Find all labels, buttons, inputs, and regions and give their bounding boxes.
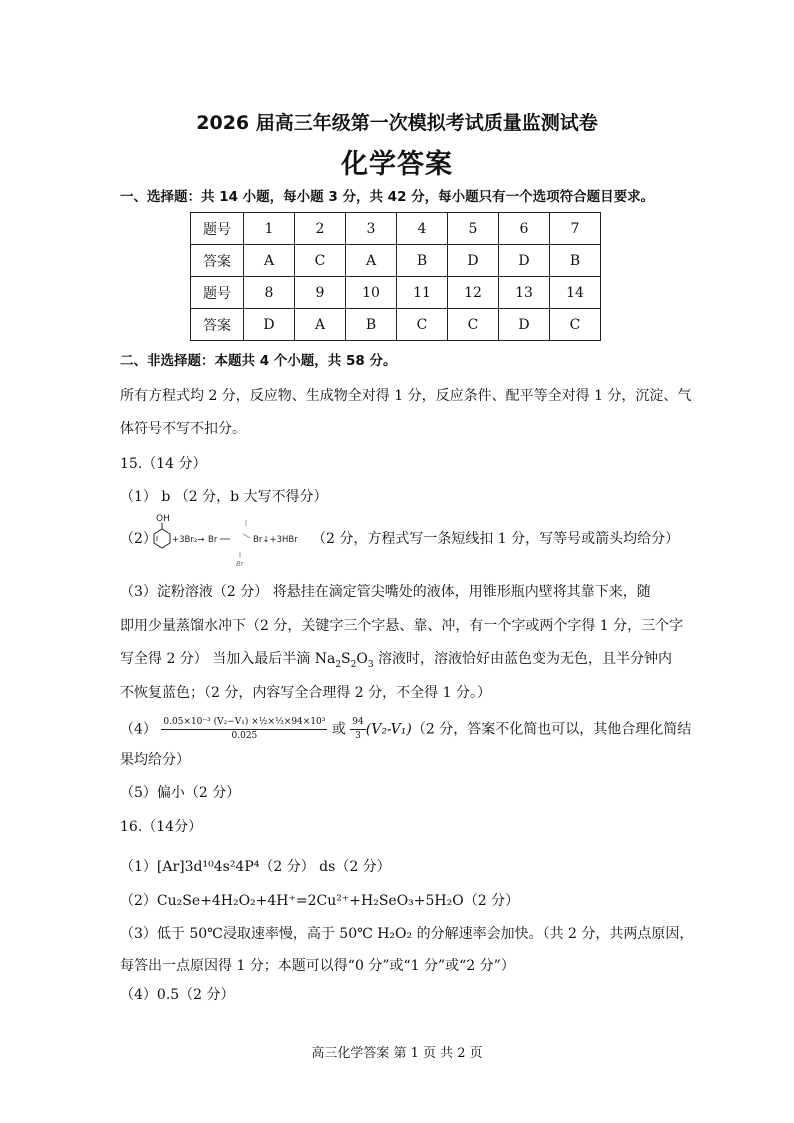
page-subtitle: 化学答案 [341,149,453,180]
page-title: 2026 届高三年级第一次模拟考试质量监测试卷 [196,112,598,134]
table-cell: B [397,245,448,277]
q16-part-2: （2）Cu₂Se+4H₂O₂+4H⁺=2Cu²⁺+H₂SeO₃+5H₂O（2 分） [120,893,520,909]
page-footer: 高三化学答案 第 1 页 共 2 页 [311,1046,483,1061]
q16-part-4: （4）0.5（2 分） [120,987,235,1003]
bromine-left-label: Br [208,535,218,545]
phenol-bromination-equation [148,508,308,568]
table-row [191,245,601,277]
q15-part-4-note: （2 分，答案不化简也可以，其他合理化简结 [411,721,692,738]
q15-part-4-line: 果均给分） [120,752,190,768]
q15-part-3-line: 写全得 2 分） 当加入最后半滴 $Na_2S_2O_3$ 溶液时，溶液恰好由蓝色变为无色，且半分钟内 [120,651,673,670]
section2-heading: 二、非选择题：本题共 4 个小题，共 58 分。 [120,353,397,369]
fraction-denominator: 0.025 [231,731,258,741]
table-row [191,213,601,245]
table-cell: 答案 [191,245,244,277]
table-row [191,277,601,309]
simplified-fraction [350,717,365,742]
table-cell: C [295,245,346,277]
table-cell: 题号 [191,213,244,245]
question-16-title: 16.（14分） [120,819,203,835]
fraction-numerator: 0.05×10⁻³ (V₂−V₁) ×½×⅓×94×10³ [161,717,327,730]
table-cell: C [448,309,499,341]
volume-difference: (V₂-V₁) [365,721,412,738]
table-cell: B [550,245,601,277]
table-cell: A [244,245,295,277]
q15-part-5: （5）偏小（2 分） [120,785,241,801]
table-cell: D [499,309,550,341]
table-cell: A [295,309,346,341]
section2-note-line: 所有方程式均 2 分，反应物、生成物全对得 1 分，反应条件、配平等全对得 1 分，沉淀、气 [120,388,692,404]
q16-part-3-line: （3）低于 50℃浸取速率慢，高于 50℃ H₂O₂ 的分解速率会加快。（共 2 分，共两点原因， [120,926,694,942]
q16-part-3-line: 每答出一点原因得 1 分；本题可以得“0 分”或“1 分”或“2 分”） [120,958,515,974]
bromine-bottom-label: Br [236,560,244,568]
table-cell: 答案 [191,309,244,341]
table-cell: 6 [499,213,550,245]
product-text: Br↓+3HBr [253,535,298,545]
table-cell: 12 [448,277,499,309]
table-cell: 11 [397,277,448,309]
question-15-title: 15.（14 分） [120,456,207,472]
answer-table [190,212,601,341]
q15-part-3-line: 不恢复蓝色；（2 分，内容写全合理得 2 分，不全得 1 分。） [120,685,491,701]
section1-heading: 一、选择题：共 14 小题，每小题 3 分，共 42 分，每小题只有一个选项符合题目要求。 [120,189,655,205]
hydroxyl-label: OH [156,514,170,524]
table-cell: B [346,309,397,341]
q15-part-2-note: （2 分，方程式写一条短线扣 1 分，写等号或箭头均给分） [312,531,680,547]
or-text: 或 [331,721,351,738]
q15-part-4 [120,717,691,742]
table-cell: C [397,309,448,341]
table-cell: 3 [346,213,397,245]
table-cell: 5 [448,213,499,245]
q15-part-3-text: 溶液时，溶液恰好由蓝色变为无色，且半分钟内 [378,651,673,667]
table-row [191,309,601,341]
fraction-numerator: 94 [350,717,365,730]
calculation-fraction [161,717,327,742]
q15-part-2-label: （2） [120,531,157,547]
table-cell: 13 [499,277,550,309]
table-cell: A [346,245,397,277]
q15-part-1: （1） b （2 分，b 大写不得分） [120,489,328,505]
table-cell: D [244,309,295,341]
table-cell: 7 [550,213,601,245]
table-cell: 8 [244,277,295,309]
reactant-text: +3Br₂→ [172,535,205,545]
q15-part-3-text: 写全得 2 分） 当加入最后半滴 Na [120,651,336,667]
benzene-ring-icon [154,529,170,548]
q15-part-3-line: 即用少量蒸馏水冲下（2 分，关键字三个字悬、靠、冲，有一个字或两个字得 1 分，三个字 [120,618,684,634]
table-cell: 10 [346,277,397,309]
table-cell: D [448,245,499,277]
table-cell: C [550,309,601,341]
fraction-denominator: 3 [355,731,361,741]
q16-part-1: （1）[Ar]3d¹⁰4s²4P⁴（2 分） ds（2 分） [120,859,391,875]
table-cell: 2 [295,213,346,245]
table-cell: 题号 [191,277,244,309]
table-cell: D [499,245,550,277]
section2-note-line: 体符号不写不扣分。 [120,421,246,437]
table-cell: 4 [397,213,448,245]
table-cell: 1 [244,213,295,245]
q15-part-4-label: （4） [120,721,157,738]
table-cell: 9 [295,277,346,309]
q15-part-3-line: （3）淀粉溶液（2 分） 将悬挂在滴定管尖嘴处的液体，用锥形瓶内壁将其靠下来，随 [120,584,651,600]
table-cell: 14 [550,277,601,309]
